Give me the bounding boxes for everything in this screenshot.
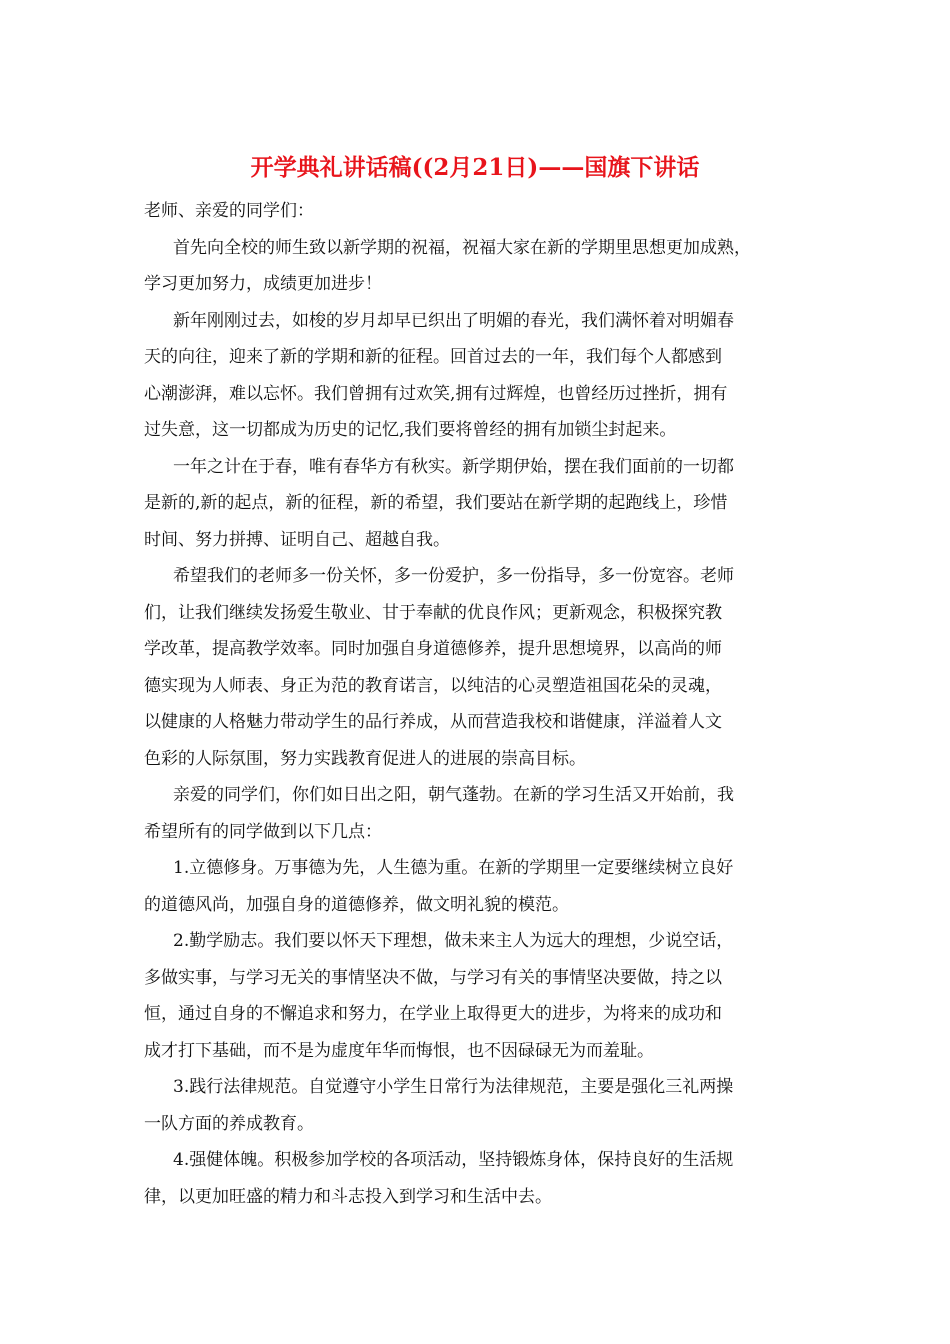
paragraph-1-line-1: 首先向全校的师生致以新学期的祝福，祝福大家在新的学期里思想更加成熟， — [173, 237, 751, 258]
paragraph-3-line-3: 时间、努力拼搏、证明自己、超越自我。 — [144, 529, 450, 550]
point-3-line-1: 3.践行法律规范。自觉遵守小学生日常行为法律规范，主要是强化三礼两操 — [173, 1077, 734, 1097]
paragraph-2-line-2: 天的向往，迎来了新的学期和新的征程。回首过去的一年，我们每个人都感到 — [144, 347, 722, 367]
point-1-line-2: 的道德风尚，加强自身的道德修养，做文明礼貌的模范。 — [144, 894, 569, 915]
paragraph-3-line-1: 一年之计在于春，唯有春华方有秋实。新学期伊始，摆在我们面前的一切都 — [173, 456, 734, 477]
paragraph-5-line-1: 亲爱的同学们，你们如日出之阳，朝气蓬勃。在新的学习生活又开始前，我 — [173, 785, 734, 805]
document-title: 开学典礼讲话稿((2月21日)——国旗下讲话 — [250, 154, 700, 181]
point-2-line-2: 多做实事，与学习无关的事情坚决不做，与学习有关的事情坚决要做，持之以 — [144, 967, 722, 988]
salutation-line: 老师、亲爱的同学们： — [144, 201, 314, 221]
point-2-line-4: 成才打下基础，而不是为虚度年华而悔恨，也不因碌碌无为而羞耻。 — [144, 1040, 654, 1061]
paragraph-4-line-2: 们，让我们继续发扬爱生敬业、甘于奉献的优良作风；更新观念，积极探究教 — [144, 602, 722, 623]
paragraph-5-line-2: 希望所有的同学做到以下几点： — [144, 821, 382, 842]
paragraph-4-line-4: 德实现为人师表、身正为范的教育诺言，以纯洁的心灵塑造祖国花朵的灵魂， — [144, 675, 722, 696]
paragraph-3-line-2: 是新的,新的起点，新的征程，新的希望，我们要站在新学期的起跑线上，珍惜 — [144, 493, 728, 513]
paragraph-1-line-2: 学习更加努力，成绩更加进步！ — [144, 274, 382, 294]
document-body — [144, 193, 814, 1215]
paragraph-2-line-1: 新年刚刚过去，如梭的岁月却早已织出了明媚的春光，我们满怀着对明媚春 — [173, 310, 734, 331]
paragraph-4-line-3: 学改革，提高教学效率。同时加强自身道德修养，提升思想境界，以高尚的师 — [144, 639, 722, 659]
point-1-line-1: 1.立德修身。万事德为先，人生德为重。在新的学期里一定要继续树立良好 — [173, 858, 734, 878]
point-2-line-1: 2.勤学励志。我们要以怀天下理想，做未来主人为远大的理想，少说空话， — [173, 931, 734, 951]
paragraph-2-line-3: 心潮澎湃，难以忘怀。我们曾拥有过欢笑,拥有过辉煌，也曾经历过挫折，拥有 — [144, 383, 728, 404]
paragraph-4-line-6: 色彩的人际氛围，努力实践教育促进人的进展的崇高目标。 — [144, 748, 586, 769]
point-3-line-2: 一队方面的养成教育。 — [144, 1113, 314, 1134]
paragraph-4-line-1: 希望我们的老师多一份关怀，多一份爱护，多一份指导，多一份宽容。老师 — [173, 566, 734, 586]
paragraph-4-line-5: 以健康的人格魅力带动学生的品行养成，从而营造我校和谐健康，洋溢着人文 — [144, 712, 722, 732]
paragraph-2-line-4: 过失意，这一切都成为历史的记忆,我们要将曾经的拥有加锁尘封起来。 — [144, 420, 677, 440]
point-2-line-3: 恒，通过自身的不懈追求和努力，在学业上取得更大的进步，为将来的成功和 — [144, 1004, 722, 1024]
point-4-line-1: 4.强健体魄。积极参加学校的各项活动，坚持锻炼身体，保持良好的生活规 — [173, 1150, 734, 1170]
point-4-line-2: 律，以更加旺盛的精力和斗志投入到学习和生活中去。 — [144, 1186, 552, 1207]
